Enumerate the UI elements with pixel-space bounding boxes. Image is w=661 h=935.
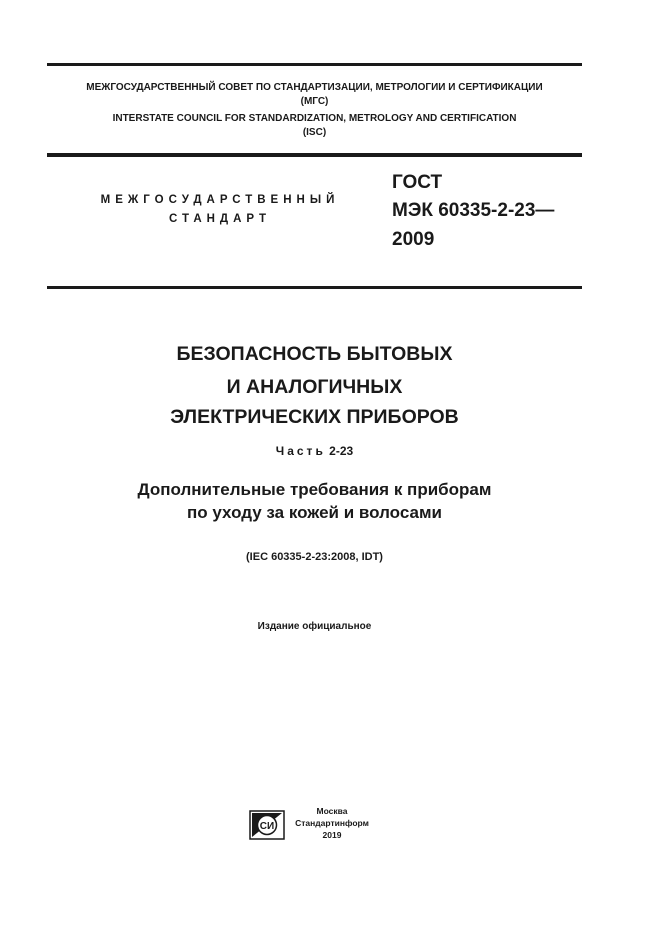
document-title-line3: ЭЛЕКТРИЧЕСКИХ ПРИБОРОВ xyxy=(170,406,459,428)
document-title-line2: И АНАЛОГИЧНЫХ xyxy=(226,376,403,398)
designation-line3: 2009 xyxy=(392,229,435,250)
svg-text:СИ: СИ xyxy=(259,821,275,832)
council-name-english: INTERSTATE COUNCIL FOR STANDARDIZATION, METROLOGY AND CERTIFICATION xyxy=(112,113,517,124)
publication-year: 2019 xyxy=(322,830,342,840)
council-abbr-russian: (МГС) xyxy=(300,96,329,107)
part-label xyxy=(47,443,582,459)
middle-divider xyxy=(47,153,582,157)
part-word: Часть xyxy=(275,444,326,458)
standard-type-line2: СТАНДАРТ xyxy=(169,213,271,225)
edition-note: Издание официальное xyxy=(257,621,372,632)
subtitle-line1: Дополнительные требования к приборам xyxy=(137,480,492,499)
subtitle-line2: по уходу за кожей и волосами xyxy=(187,503,442,522)
iec-reference: (IEC 60335-2-23:2008, IDT) xyxy=(246,551,383,563)
part-number: 2-23 xyxy=(329,444,354,458)
standard-type-line1: МЕЖГОСУДАРСТВЕННЫЙ xyxy=(100,194,340,206)
document-title-line1: БЕЗОПАСНОСТЬ БЫТОВЫХ xyxy=(176,343,453,365)
standartinform-logo-icon xyxy=(249,810,285,840)
bottom-divider xyxy=(47,286,582,289)
designation-line2: МЭК 60335-2-23— xyxy=(392,200,555,221)
top-divider xyxy=(47,63,582,66)
designation-line1: ГОСТ xyxy=(392,172,443,193)
publisher-name: Стандартинформ xyxy=(295,818,369,828)
council-abbr-english: (ISC) xyxy=(302,127,327,138)
council-name-russian: МЕЖГОСУДАРСТВЕННЫЙ СОВЕТ ПО СТАНДАРТИЗАЦИИ, МЕТРОЛОГИИ И СЕРТИФИКАЦИИ xyxy=(86,82,543,93)
publisher-city: Москва xyxy=(316,806,348,816)
